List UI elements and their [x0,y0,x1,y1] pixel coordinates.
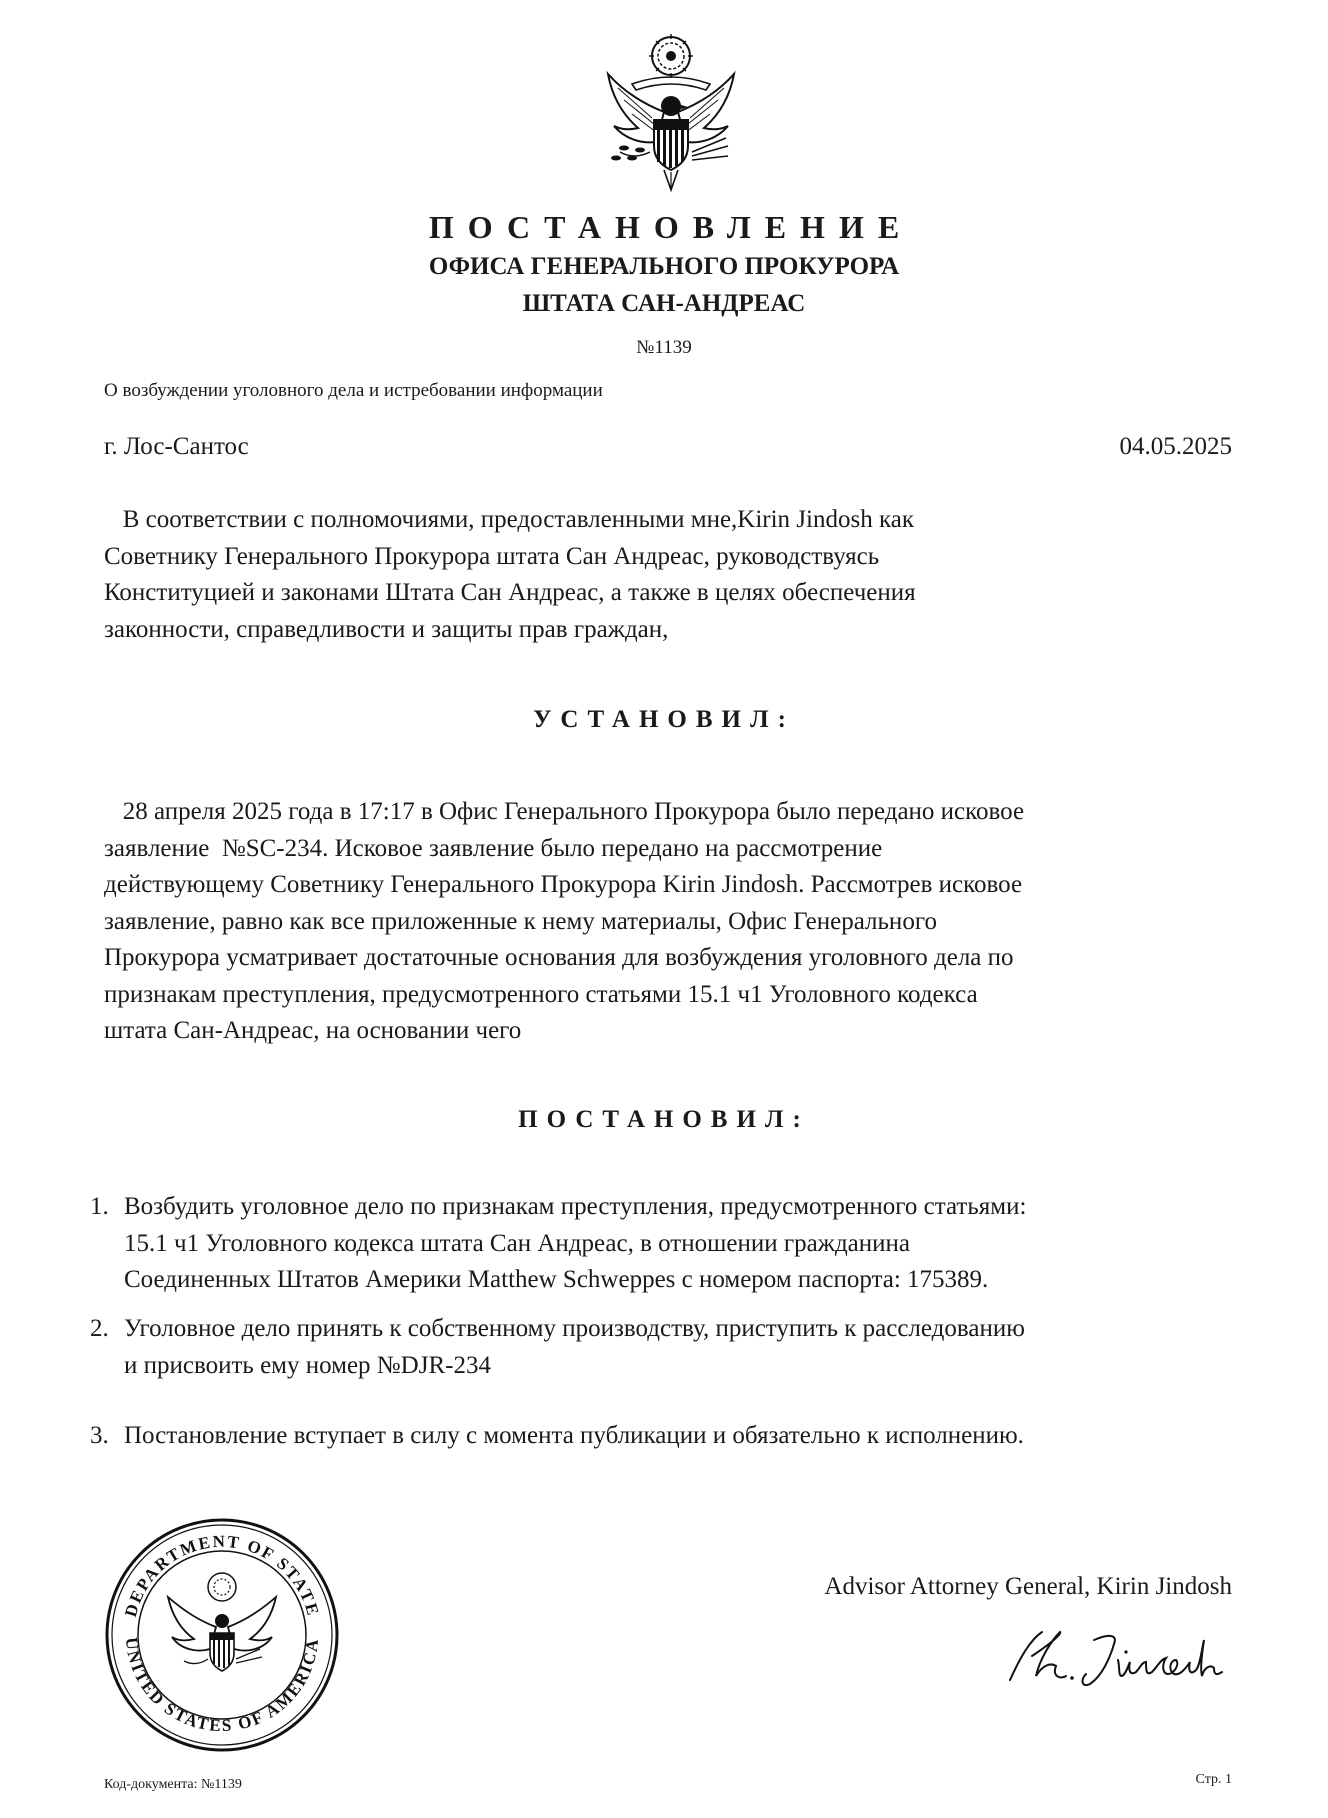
decision-text: Уголовное дело принять к собственному производству, приступить к расследованию и присвоить ему номер №DJR-234 [124,1315,1025,1379]
document-date: 04.05.2025 [1119,433,1232,460]
decision-number: 3. [90,1422,109,1449]
facts-paragraph: 28 апреля 2025 года в 17:17 в Офис Генерального Прокурора было передано исковое заявление №SC-234. Исковое заявление было передано на рассмотрение действующему Советнику Генерального Прокурора Kirin Jindosh. Рассмотрев исковое заявление, равно как все приложенные к нему материалы, Офис Генерального Прокурора усматривает достаточные основания для возбуждения уголовного дела по признакам преступления, предусмотренного статьями 15.1 ч1 Уголовного кодекса штата Сан-Андреас, на основании чего [104,798,1025,1044]
document-code: Код-документа: №1139 [104,1777,242,1792]
decided-heading: ПОСТАНОВИЛ: [518,1106,810,1133]
document-title: ПОСТАНОВЛЕНИЕ [428,209,914,245]
document-number: №1139 [636,337,692,358]
page-number: Стр. 1 [1195,1772,1232,1787]
office-name-line1: ОФИСА ГЕНЕРАЛЬНОГО ПРОКУРОРА [428,253,900,280]
svg-text:DEPARTMENT OF STATE: DEPARTMENT OF STATE [120,1531,324,1619]
office-name-line2: ШТАТА САН-АНДРЕАС [522,290,806,317]
signer-name: Advisor Attorney General, Kirin Jindosh [824,1573,1232,1600]
department-of-state-seal-icon [104,1517,340,1753]
place-of-issue: г. Лос-Сантос [104,433,249,460]
decision-item [90,1311,1250,1384]
decision-number: 1. [90,1193,109,1220]
decision-item [90,1418,1250,1455]
decision-text: Возбудить уголовное дело по признакам преступления, предусмотренного статьями: 15.1 ч1 Уголовного кодекса штата Сан Андреас, в отношении гражданина Соединенных Штатов Америки Matthew Schweppes с номером паспорта: 175389. [124,1193,1027,1293]
decision-number: 2. [90,1315,109,1342]
document-subject: О возбуждении уголовного дела и истребовании информации [104,380,603,401]
preamble-paragraph: В соответствии с полномочиями, предоставленными мне,Kirin Jindosh как Советнику Генерального Прокурора штата Сан Андреас, руководствуясь Конституцией и законами Штата Сан Андреас, а также в целях обеспечения законности, справедливости и защиты прав граждан, [104,506,916,643]
svg-text:UNITED STATES OF AMERICA: UNITED STATES OF AMERICA [121,1636,323,1736]
established-heading: УСТАНОВИЛ: [533,706,795,733]
handwritten-signature [990,1618,1240,1698]
great-seal-eagle-icon [594,34,748,194]
decision-item [90,1189,1250,1299]
decision-text: Постановление вступает в силу с момента публикации и обязательно к исполнению. [124,1422,1024,1449]
